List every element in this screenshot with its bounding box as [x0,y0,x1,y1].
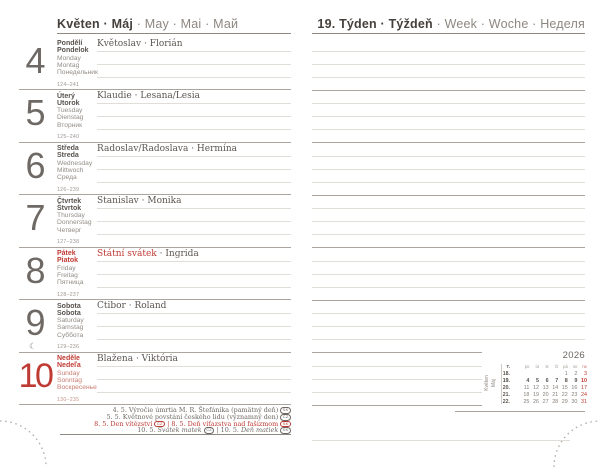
day-name-label: Sobota [57,302,81,310]
left-month-header-rest: · May · Mai · Май [133,17,239,31]
notes-line-dark [312,352,482,353]
nameday-text: Stanislav · Monika [97,196,182,206]
day-name-label: Mittwoch [57,166,84,174]
nameday-entry [97,39,183,49]
notes-line-dark [312,405,482,406]
day-name-label: Nedeľa [57,362,81,370]
cal-date-9: 9 [574,377,578,384]
cal-date-1: 1 [564,370,568,377]
notes-line [312,103,585,104]
day-name-label: Pátek [57,250,76,257]
day-name-label: Среда [57,174,77,181]
day-name-label: Понедельник [57,69,98,76]
writing-line [97,169,291,170]
mini-calendar-year: 2026 [562,350,585,361]
cal-date-31: 31 [580,398,587,405]
writing-line [97,234,291,235]
day-name-label: Úterý [57,92,75,100]
day-name-labels [57,198,97,234]
notes-line [312,156,585,157]
notes-line [312,182,585,183]
day-name-labels [57,303,97,339]
notes-line [312,64,585,65]
country-badge-cz: CZ [204,427,215,434]
writing-line [97,182,291,183]
cal-day-header-po: po [524,364,530,369]
footnotes-bottom-rule [60,434,291,435]
day-name-labels [57,250,97,286]
holiday-name: Státní svátek [97,248,157,259]
left-header-rule [57,33,291,34]
cal-date-6: 6 [545,377,549,384]
cal-day-header-so: so [572,364,578,369]
day-row-7 [0,195,300,248]
day-separator [19,404,291,405]
day-name-labels [57,40,97,76]
notes-line [312,116,585,117]
day-name-label: Wednesday [57,159,93,167]
notes-line-dark [312,142,585,143]
day-of-year-range: 128–237 [57,291,80,298]
moon-phase-icon: ☾ [29,341,37,351]
cal-date-11: 11 [523,384,530,391]
day-name-label: Neděle [57,355,80,362]
cal-date-23: 23 [571,391,578,398]
writing-line [97,326,291,327]
country-badge-sk: SK [280,407,291,414]
nameday-text: Klaudie · Lesana/Lesia [97,91,200,101]
nameday-entry [97,196,181,206]
cal-day-header-ne: ne [582,364,587,369]
day-name-labels [57,355,97,391]
day-name-label: Freitag [57,271,78,279]
day-number: 10 [18,356,52,395]
cal-date-10: 10 [580,377,587,384]
notes-line [312,392,482,393]
day-of-year-range: 129–236 [57,344,80,350]
day-name-label: Utorok [57,99,80,107]
cal-date-18: 18 [523,391,530,398]
cal-date-13: 13 [542,384,549,391]
cal-day-header-st: st [545,364,549,369]
cal-date-7: 7 [555,377,559,384]
cal-week-number: 19. [502,377,510,384]
cal-date-22: 22 [561,391,568,398]
cal-date-26: 26 [532,398,539,405]
day-name-label: Saturday [57,317,84,325]
notes-line-dark [312,195,585,196]
writing-line [97,313,291,314]
notes-line-dark [312,300,585,301]
writing-line [97,77,291,78]
day-name-label: Montag [57,61,80,69]
nameday-text: Radoslav/Radoslava · Hermína [97,143,237,154]
day-row-4 [0,38,300,91]
cal-date-3: 3 [583,370,587,377]
footnote-text: 5. 5. Květnové povstání českého lidu (významný den) [106,412,281,421]
cal-date-30: 30 [571,398,578,405]
writing-line [97,274,291,275]
mini-calendar-bottom-rule [455,411,585,412]
day-name-label: Воскресенье [57,384,97,391]
day-name-label: Piatok [57,257,79,265]
nameday-entry [97,354,178,364]
country-badge-sk: SK [280,421,291,428]
writing-line [97,366,291,367]
right-header-rule [312,33,585,34]
footnote-text: 10. 5. [137,426,158,435]
writing-line [97,221,291,222]
day-number: 4 [25,39,45,81]
writing-line [97,392,291,393]
cal-week-number: 21. [502,391,510,398]
notes-line [312,379,482,380]
day-name-label: Středa [57,145,79,152]
cal-day-header-út: út [535,364,539,369]
cal-week-number: 22. [502,398,510,405]
footnote-text: 8. 5. Den vítězství [94,419,155,428]
nameday-text: Květoslav · Florián [97,38,183,49]
week-header [317,17,585,31]
nameday-text: Ctibor · Roland [97,301,167,311]
day-of-year-range: 126–239 [57,186,80,193]
cal-date-15: 15 [561,384,568,391]
nameday-text: Blažena · Viktória [97,353,178,364]
writing-line [97,339,291,340]
day-name-label: Samstag [57,324,84,332]
left-month-header-bold: Květen · Máj [57,17,134,31]
day-name-label: Streda [57,152,79,160]
week-header-bold: 19. Týden · Týždeň [317,17,433,31]
cal-date-19: 19 [532,391,539,398]
cal-date-5: 5 [535,377,539,384]
writing-line [97,51,291,52]
country-badge-cz: CZ [154,421,165,428]
day-name-label: Thursday [57,212,85,220]
left-month-header [57,17,238,31]
notes-line-dark [312,247,585,248]
notes-line [312,261,585,262]
day-name-labels [57,145,97,181]
day-name-label: Pondelok [57,47,89,55]
month-label-sk: Máj [490,378,497,388]
day-name-label: Donnerstag [57,219,92,227]
cal-day-header-pá: pá [563,364,568,369]
day-name-label: Dienstag [57,114,84,122]
notes-line [312,287,585,288]
cal-date-12: 12 [532,384,539,391]
day-of-year-range: 125–240 [57,134,80,140]
day-row-8 [0,248,300,301]
day-name-label: Čtvrtek [57,197,82,205]
cal-date-21: 21 [552,391,559,398]
cal-date-28: 28 [552,398,559,405]
day-number: 7 [25,197,45,238]
day-row-5 [0,90,300,143]
cal-date-27: 27 [542,398,549,405]
writing-line [97,64,291,65]
notes-line [312,221,585,222]
nameday-entry [97,91,200,101]
cal-date-29: 29 [561,398,568,405]
cal-date-2: 2 [574,370,578,377]
writing-line [97,208,291,209]
notes-line [312,274,585,275]
holiday-footnotes [94,407,291,434]
corner-perforation-left [0,421,46,467]
day-row-9 [0,300,300,353]
cal-week-number: 18. [502,370,510,377]
nameday-entry [97,144,237,154]
writing-line [97,287,291,288]
day-name-label: Вторник [57,121,83,129]
day-name-label: Tuesday [57,107,83,115]
footnote-text: | 8. 5. Deň víťazstva nad fašizmom [165,419,281,428]
notes-line [312,326,585,327]
day-name-label: Sunday [57,369,80,377]
writing-line [97,379,291,380]
notes-line [312,51,585,52]
footnote-text: | 10. 5. [214,426,241,435]
day-name-label: Pondělí [57,40,83,47]
footnote-text: 4. 5. Výročie úmrtia M. R. Štefánika (pamätný deň) [112,406,281,414]
writing-line [97,103,291,104]
cal-date-25: 25 [523,398,530,405]
day-name-labels [57,93,97,129]
nameday-entry [97,301,166,311]
bottom-notes-line [312,440,570,441]
nameday-text: · Ingrida [156,248,199,259]
notes-line [312,208,585,209]
day-name-label: Friday [57,264,76,272]
cal-week-number: 20. [502,384,510,391]
cal-date-4: 4 [526,377,530,384]
cal-date-20: 20 [542,391,549,398]
day-number: 5 [25,92,45,133]
day-row-10 [0,353,300,406]
notes-line [312,169,585,170]
writing-line [97,261,291,262]
notes-line [312,77,585,78]
cal-day-header-čt: čt [554,364,559,369]
day-row-6 [0,143,300,196]
cal-date-8: 8 [564,377,568,384]
notes-line [312,129,585,130]
nameday-entry [97,249,199,259]
cal-week-col-header: T. [506,363,510,369]
country-badge-cz: CZ [280,414,291,421]
writing-line [97,116,291,117]
day-number: 8 [25,249,45,291]
footnote-text: Deň matiek [241,426,279,435]
day-name-label: Sonntag [57,376,82,384]
notes-line [312,234,585,235]
day-name-label: Пятница [57,279,84,286]
day-name-label: Sobota [57,309,81,317]
day-name-label: Суббота [57,331,84,339]
writing-line [97,156,291,157]
corner-perforation-right [554,421,600,467]
day-of-year-range: 130–235 [57,396,80,403]
notes-line [312,366,482,367]
cal-date-16: 16 [571,384,578,391]
day-of-year-range: 124–241 [57,81,80,88]
day-name-label: Štvrtok [57,204,82,212]
cal-date-24: 24 [580,391,587,398]
country-badge-sk: SK [280,427,291,434]
notes-line-dark [312,90,585,91]
cal-date-17: 17 [580,384,587,391]
footnote-text: Svátek matek [157,426,202,435]
day-name-label: Четверг [57,226,82,234]
week-header-rest: · Week · Woche · Неделя [432,17,585,31]
day-number: 6 [25,144,45,186]
month-label-cz: Květen [484,375,490,391]
writing-line [97,129,291,130]
day-number: 9 [25,302,45,343]
day-of-year-range: 127–238 [57,239,80,245]
notes-line [312,339,585,340]
day-name-label: Monday [57,54,81,62]
notes-line [312,313,585,314]
cal-date-14: 14 [552,384,559,391]
